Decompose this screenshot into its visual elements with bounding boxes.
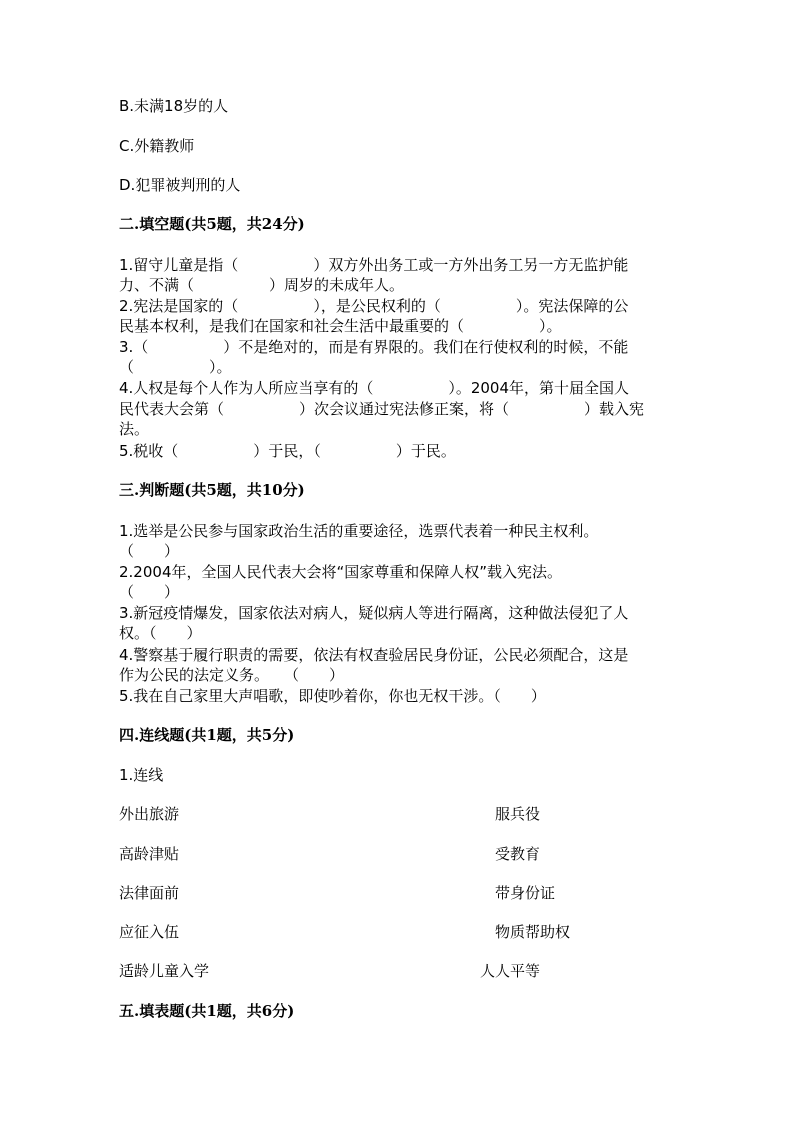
match-left-item: 应征入伍 (119, 923, 180, 941)
option-d: D.犯罪被判刑的人 (119, 176, 241, 194)
fill-blank-line: （ ）。 (119, 358, 232, 376)
match-right-item: 受教育 (495, 845, 541, 863)
true-false-line: 2.2004年，全国人民代表大会将“国家尊重和保障人权”载入宪法。 (119, 563, 563, 581)
section-heading-matching: 四.连线题(共1题，共5分) (119, 726, 295, 744)
true-false-line: 3.新冠疫情爆发，国家依法对病人，疑似病人等进行隔离，这种做法侵犯了人 (119, 604, 629, 622)
true-false-line: 4.警察基于履行职责的需要，依法有权查验居民身份证，公民必须配合，这是 (119, 646, 629, 664)
true-false-line: （ ） (119, 583, 180, 601)
fill-blank-line: 4.人权是每个人作为人所应当享有的（ ）。2004年，第十届全国人 (119, 379, 629, 397)
section-heading-fill-blank: 二.填空题(共5题，共24分) (119, 215, 305, 233)
fill-blank-line: 3.（ ）不是绝对的，而是有界限的。我们在行使权利的时候，不能 (119, 338, 629, 356)
true-false-line: 作为公民的法定义务。 （ ） (119, 666, 345, 684)
match-left-item: 适龄儿童入学 (119, 962, 210, 980)
option-c: C.外籍教师 (119, 137, 195, 155)
match-right-item: 带身份证 (495, 884, 556, 902)
section-heading-true-false: 三.判断题(共5题，共10分) (119, 481, 305, 499)
section-heading-table: 五.填表题(共1题，共6分) (119, 1002, 295, 1020)
fill-blank-line: 力、不满（ ）周岁的未成年人。 (119, 276, 405, 294)
fill-blank-line: 2.宪法是国家的（ ），是公民权利的（ ）。宪法保障的公 (119, 297, 629, 315)
match-right-item: 人人平等 (480, 962, 541, 980)
matching-question: 1.连线 (119, 766, 164, 784)
match-left-item: 高龄津贴 (119, 845, 180, 863)
true-false-line: 1.选举是公民参与国家政治生活的重要途径，选票代表着一种民主权利。 (119, 522, 599, 540)
match-left-item: 法律面前 (119, 884, 180, 902)
fill-blank-line: 民基本权利，是我们在国家和社会生活中最重要的（ ）。 (119, 317, 562, 335)
fill-blank-line: 法。 (119, 420, 150, 438)
match-left-item: 外出旅游 (119, 805, 180, 823)
match-right-item: 服兵役 (495, 805, 541, 823)
true-false-line: 权。（ ） (119, 624, 202, 642)
fill-blank-line: 民代表大会第（ ）次会议通过宪法修正案，将（ ）载入宪 (119, 400, 645, 418)
match-right-item: 物质帮助权 (495, 923, 571, 941)
fill-blank-line: 5.税收（ ）于民，（ ）于民。 (119, 442, 456, 460)
true-false-line: （ ） (119, 542, 180, 560)
fill-blank-line: 1.留守儿童是指（ ）双方外出务工或一方外出务工另一方无监护能 (119, 256, 629, 274)
option-b: B.未满18岁的人 (119, 97, 229, 115)
true-false-line: 5.我在自己家里大声唱歌，即使吵着你，你也无权干涉。（ ） (119, 687, 546, 705)
